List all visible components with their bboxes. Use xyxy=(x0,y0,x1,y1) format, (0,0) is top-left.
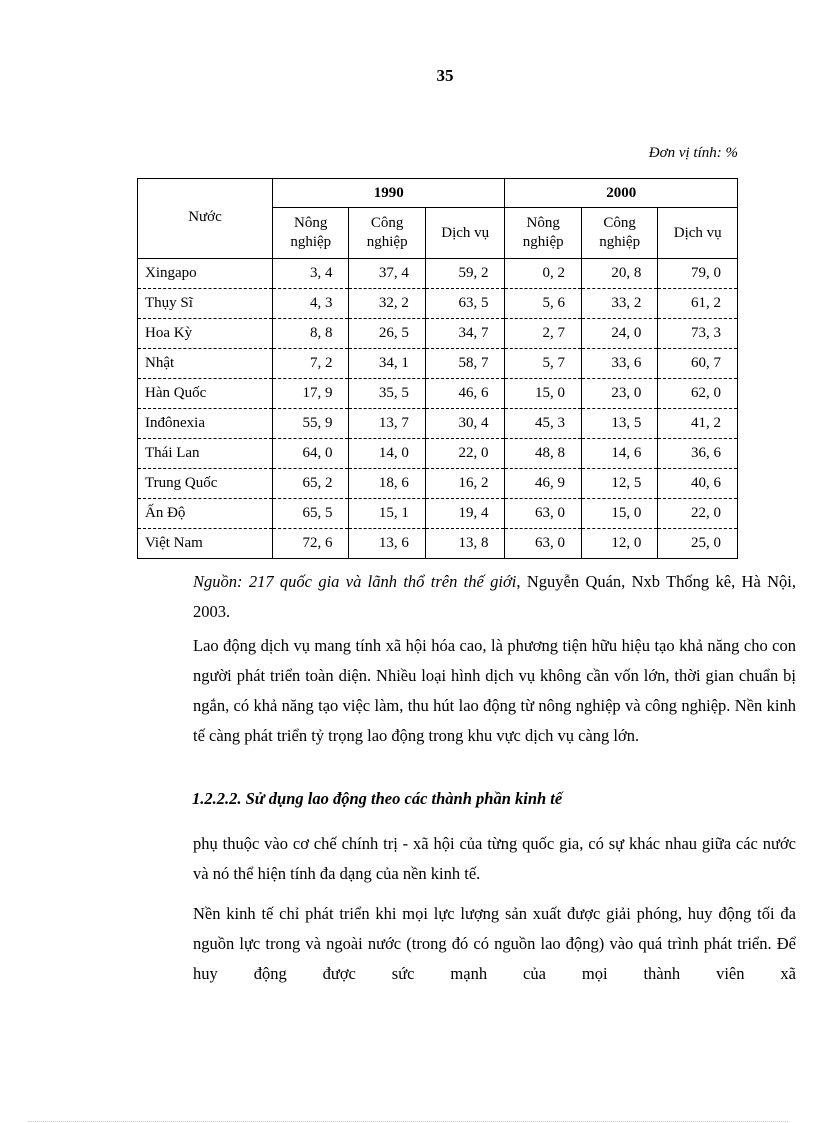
value-cell: 13, 6 xyxy=(349,529,425,559)
value-cell: 13, 7 xyxy=(349,409,425,439)
page-number: 35 xyxy=(436,66,454,85)
country-cell: Nhật xyxy=(138,349,273,379)
table-row xyxy=(138,409,738,439)
value-cell: 79, 0 xyxy=(658,259,738,289)
subheader-industry-1990: Công nghiệp xyxy=(349,208,425,259)
header-year-2000: 2000 xyxy=(505,179,738,208)
value-cell: 32, 2 xyxy=(349,289,425,319)
table-row xyxy=(138,259,738,289)
value-cell: 20, 8 xyxy=(581,259,657,289)
value-cell: 61, 2 xyxy=(658,289,738,319)
table-row xyxy=(138,319,738,349)
value-cell: 73, 3 xyxy=(658,319,738,349)
table-row xyxy=(138,379,738,409)
paragraph-development: Nền kinh tế chỉ phát triển khi mọi lực lượng sản xuất được giải phóng, huy động tối đa nguồn lực trong và ngoài nước (trong đó có nguồn lao động) vào quá trình phát triển. Để huy động được sức mạnh của mọi thành viên xã xyxy=(193,904,796,983)
value-cell: 12, 0 xyxy=(581,529,657,559)
source-note xyxy=(135,567,796,627)
value-cell: 58, 7 xyxy=(425,349,505,379)
value-cell: 63, 0 xyxy=(505,499,581,529)
value-cell: 33, 6 xyxy=(581,349,657,379)
value-cell: 34, 1 xyxy=(349,349,425,379)
value-cell: 35, 5 xyxy=(349,379,425,409)
table-row xyxy=(138,439,738,469)
subheader-services-2000: Dịch vụ xyxy=(658,208,738,259)
value-cell: 64, 0 xyxy=(273,439,349,469)
value-cell: 8, 8 xyxy=(273,319,349,349)
unit-label: Đơn vị tính: % xyxy=(648,145,738,161)
page-bottom-divider xyxy=(28,1121,788,1122)
country-cell: Hàn Quốc xyxy=(138,379,273,409)
country-cell: Hoa Kỳ xyxy=(138,319,273,349)
value-cell: 13, 5 xyxy=(581,409,657,439)
value-cell: 22, 0 xyxy=(658,499,738,529)
section-heading: 1.2.2.2. Sử dụng lao động theo các thành phần kinh tế xyxy=(192,789,563,808)
value-cell: 5, 7 xyxy=(505,349,581,379)
value-cell: 14, 0 xyxy=(349,439,425,469)
value-cell: 23, 0 xyxy=(581,379,657,409)
country-cell: Inđônexia xyxy=(138,409,273,439)
paragraph-economic-sectors: phụ thuộc vào cơ chế chính trị - xã hội của từng quốc gia, có sự khác nhau giữa các nước và nó thể hiện tính đa dạng của nền kinh tế. xyxy=(193,834,796,883)
value-cell: 37, 4 xyxy=(349,259,425,289)
labor-structure-table xyxy=(137,178,738,559)
table-row xyxy=(138,289,738,319)
value-cell: 40, 6 xyxy=(658,469,738,499)
value-cell: 0, 2 xyxy=(505,259,581,289)
country-cell: Thụy Sĩ xyxy=(138,289,273,319)
source-title: : 217 quốc gia và lãnh thổ trên thế giới xyxy=(237,572,517,591)
country-cell: Thái Lan xyxy=(138,439,273,469)
source-label: Nguồn xyxy=(193,572,238,591)
value-cell: 24, 0 xyxy=(581,319,657,349)
table-row xyxy=(138,529,738,559)
value-cell: 62, 0 xyxy=(658,379,738,409)
source-publisher: , Nguyễn Quán, Nxb Thống kê, Hà Nội, 2003. xyxy=(193,572,796,621)
value-cell: 4, 3 xyxy=(273,289,349,319)
value-cell: 15, 1 xyxy=(349,499,425,529)
value-cell: 19, 4 xyxy=(425,499,505,529)
subheader-industry-2000: Công nghiệp xyxy=(581,208,657,259)
country-cell: Xingapo xyxy=(138,259,273,289)
value-cell: 33, 2 xyxy=(581,289,657,319)
country-cell: Trung Quốc xyxy=(138,469,273,499)
value-cell: 41, 2 xyxy=(658,409,738,439)
value-cell: 2, 7 xyxy=(505,319,581,349)
subheader-agriculture-1990: Nông nghiệp xyxy=(273,208,349,259)
value-cell: 15, 0 xyxy=(581,499,657,529)
value-cell: 59, 2 xyxy=(425,259,505,289)
value-cell: 12, 5 xyxy=(581,469,657,499)
value-cell: 72, 6 xyxy=(273,529,349,559)
value-cell: 7, 2 xyxy=(273,349,349,379)
country-cell: Việt Nam xyxy=(138,529,273,559)
value-cell: 48, 8 xyxy=(505,439,581,469)
header-country: Nước xyxy=(138,179,273,259)
value-cell: 46, 6 xyxy=(425,379,505,409)
value-cell: 15, 0 xyxy=(505,379,581,409)
table-row xyxy=(138,349,738,379)
header-year-1990: 1990 xyxy=(273,179,505,208)
value-cell: 65, 5 xyxy=(273,499,349,529)
value-cell: 18, 6 xyxy=(349,469,425,499)
value-cell: 14, 6 xyxy=(581,439,657,469)
value-cell: 3, 4 xyxy=(273,259,349,289)
value-cell: 17, 9 xyxy=(273,379,349,409)
value-cell: 63, 0 xyxy=(505,529,581,559)
value-cell: 13, 8 xyxy=(425,529,505,559)
value-cell: 5, 6 xyxy=(505,289,581,319)
value-cell: 63, 5 xyxy=(425,289,505,319)
value-cell: 60, 7 xyxy=(658,349,738,379)
value-cell: 45, 3 xyxy=(505,409,581,439)
country-cell: Ấn Độ xyxy=(138,499,273,529)
table-row xyxy=(138,469,738,499)
table-row xyxy=(138,499,738,529)
value-cell: 65, 2 xyxy=(273,469,349,499)
value-cell: 36, 6 xyxy=(658,439,738,469)
value-cell: 34, 7 xyxy=(425,319,505,349)
value-cell: 25, 0 xyxy=(658,529,738,559)
subheader-agriculture-2000: Nông nghiệp xyxy=(505,208,581,259)
value-cell: 55, 9 xyxy=(273,409,349,439)
paragraph-services-labor: Lao động dịch vụ mang tính xã hội hóa cao, là phương tiện hữu hiệu tạo khả năng cho con người phát triển toàn diện. Nhiều loại hình dịch vụ không cần vốn lớn, thời gian chuẩn bị ngắn, có khả năng tạo việc làm, thu hút lao động từ nông nghiệp và công nghiệp. Nền kinh tế càng phát triển tỷ trọng lao động trong khu vực dịch vụ càng lớn. xyxy=(193,636,796,745)
value-cell: 30, 4 xyxy=(425,409,505,439)
value-cell: 16, 2 xyxy=(425,469,505,499)
value-cell: 46, 9 xyxy=(505,469,581,499)
value-cell: 26, 5 xyxy=(349,319,425,349)
value-cell: 22, 0 xyxy=(425,439,505,469)
subheader-services-1990: Dịch vụ xyxy=(425,208,505,259)
